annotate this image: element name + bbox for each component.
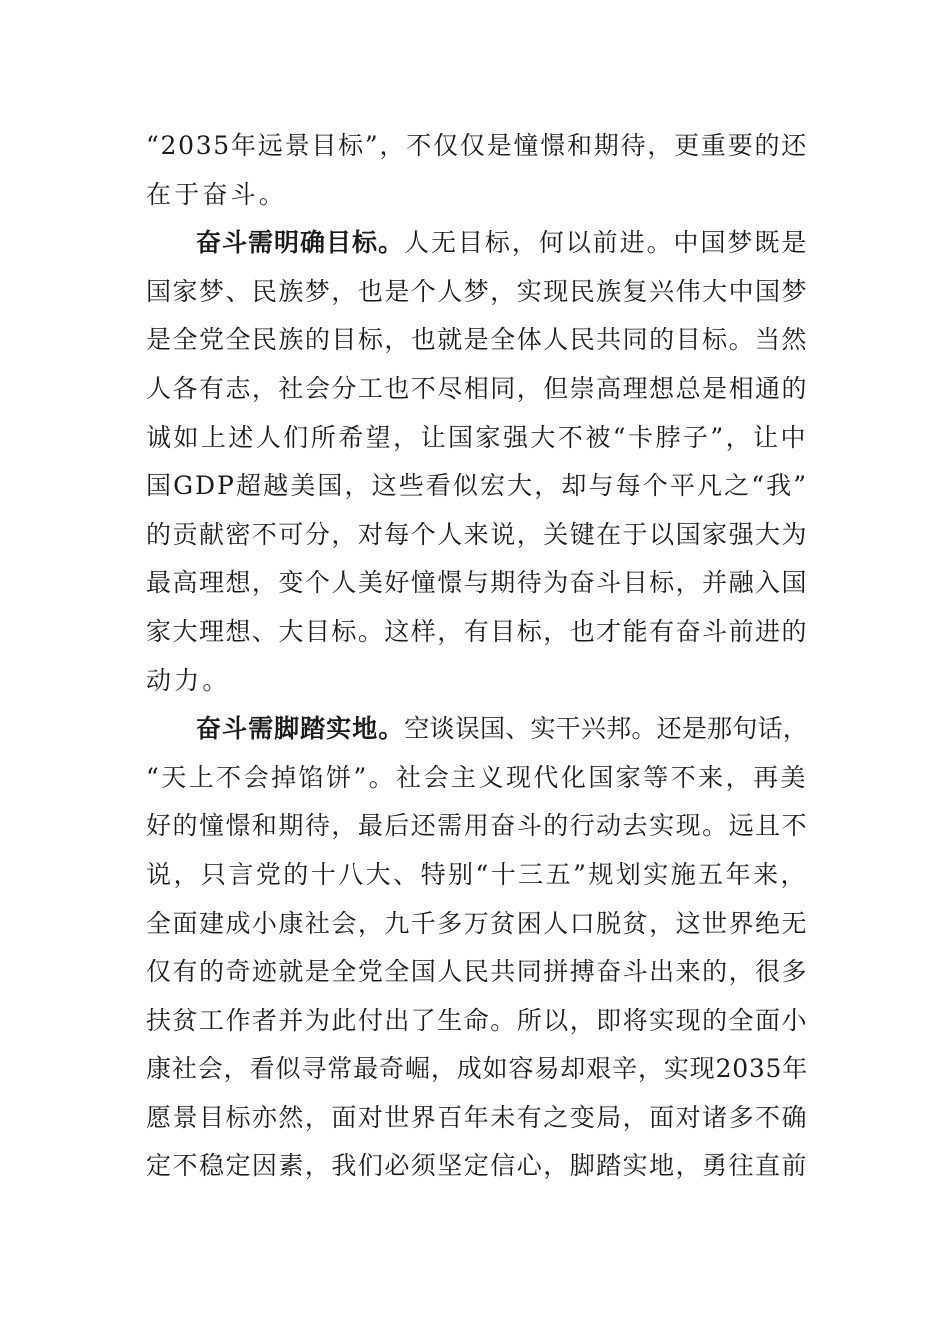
paragraph-line: 人各有志，社会分工也不尽相同，但崇高理想总是相通的 bbox=[146, 373, 808, 403]
paragraph-line: 是全党全民族的目标，也就是全体人民共同的目标。当然 bbox=[146, 325, 808, 355]
paragraph-line: 好的憧憬和期待，最后还需用奋斗的行动去实现。远且不 bbox=[146, 811, 808, 841]
paragraph-line: 国家梦、民族梦，也是个人梦，实现民族复兴伟大中国梦 bbox=[146, 276, 808, 306]
paragraph-line: “2035年远景目标”，不仅仅是憧憬和期待，更重要的还 bbox=[146, 131, 808, 160]
paragraph-line: 诚如上述人们所希望，让国家强大不被“卡脖子”，让中 bbox=[146, 422, 808, 452]
section-heading: 奋斗需明确目标。 bbox=[196, 228, 405, 258]
paragraph-line: 扶贫工作者并为此付出了生命。所以，即将实现的全面小 bbox=[146, 1005, 808, 1035]
paragraph-line: 国GDP超越美国，这些看似宏大，却与每个平凡之“我” bbox=[146, 471, 808, 501]
article-body bbox=[146, 122, 808, 1191]
paragraph-line: 仅有的奇迹就是全党全国人民共同拼搏奋斗出来的，很多 bbox=[146, 957, 808, 987]
paragraph-line: 动力。 bbox=[146, 665, 231, 695]
paragraph-line: 愿景目标亦然，面对世界百年未有之变局，面对诸多不确 bbox=[146, 1102, 808, 1132]
paragraph-line: 的贡献密不可分，对每个人来说，关键在于以国家强大为 bbox=[146, 519, 808, 549]
paragraph-line bbox=[146, 705, 808, 754]
paragraph-line bbox=[146, 219, 808, 268]
paragraph-line: 最高理想，变个人美好憧憬与期待为奋斗目标，并融入国 bbox=[146, 568, 808, 598]
paragraph-line: “天上不会掉馅饼”。社会主义现代化国家等不来，再美 bbox=[146, 762, 808, 792]
paragraph-line: 全面建成小康社会，九千多万贫困人口脱贫，这世界绝无 bbox=[146, 908, 808, 938]
paragraph-line: 定不稳定因素，我们必须坚定信心，脚踏实地，勇往直前 bbox=[146, 1151, 808, 1181]
section-heading: 奋斗需脚踏实地。 bbox=[196, 714, 405, 744]
paragraph-line: 在于奋斗。 bbox=[146, 179, 288, 209]
paragraph-line: 康社会，看似寻常最奇崛，成如容易却艰辛，实现2035年 bbox=[146, 1054, 808, 1084]
paragraph-text: 空谈误国、实干兴邦。还是那句话， bbox=[404, 714, 808, 744]
paragraph-line: 说，只言党的十八大、特别“十三五”规划实施五年来， bbox=[146, 859, 808, 889]
paragraph-text: 人无目标，何以前进。中国梦既是 bbox=[404, 228, 809, 258]
paragraph-line: 家大理想、大目标。这样，有目标，也才能有奋斗前进的 bbox=[146, 616, 808, 646]
